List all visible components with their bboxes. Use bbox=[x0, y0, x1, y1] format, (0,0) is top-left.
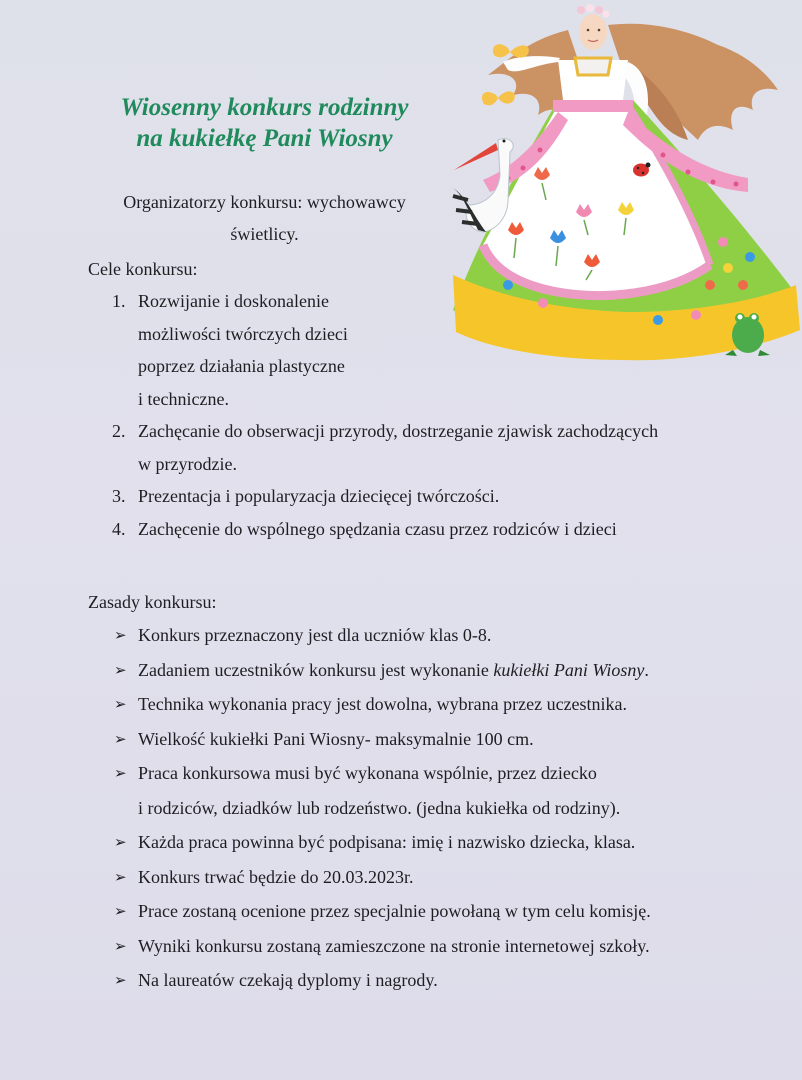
rule-item bbox=[114, 860, 764, 895]
rule-text: Zadaniem uczestników konkursu jest wykonanie bbox=[138, 659, 494, 680]
arrow-bullet-icon: ➢ bbox=[114, 729, 127, 748]
goal-number: 3. bbox=[112, 486, 126, 506]
rule-text: Prace zostaną ocenione przez specjalnie powołaną w tym celu komisję. bbox=[138, 901, 651, 921]
goal-line: w przyrodzie. bbox=[138, 453, 237, 474]
arrow-bullet-icon: ➢ bbox=[114, 867, 127, 886]
rules-list bbox=[114, 618, 764, 998]
organizers-line-1: Organizatorzy konkursu: wychowawcy bbox=[123, 192, 406, 212]
goal-line: i techniczne. bbox=[138, 388, 229, 409]
rule-item bbox=[114, 825, 764, 860]
organizers-line-2: świetlicy. bbox=[230, 224, 299, 244]
arrow-bullet-icon: ➢ bbox=[114, 902, 127, 920]
goal-item bbox=[112, 480, 752, 513]
rule-item bbox=[114, 653, 764, 688]
rule-item bbox=[114, 756, 764, 825]
lady-spring-illustration bbox=[448, 0, 802, 365]
rule-text-line-2: i rodziców, dziadków lub rodzeństwo. (jedna kukiełka od rodziny). bbox=[138, 797, 621, 818]
rule-item bbox=[114, 963, 764, 998]
goal-line: możliwości twórczych dzieci bbox=[138, 323, 348, 344]
goal-line: Rozwijanie i doskonalenie bbox=[138, 291, 329, 311]
rule-item bbox=[114, 722, 764, 757]
goal-item bbox=[112, 513, 752, 546]
goals-heading: Cele konkursu: bbox=[88, 259, 198, 279]
rule-item bbox=[114, 929, 764, 964]
goal-line: Zachęcanie do obserwacji przyrody, dostrzeganie zjawisk zachodzących bbox=[138, 421, 659, 441]
goal-line: Prezentacja i popularyzacja dziecięcej twórczości. bbox=[138, 486, 500, 506]
title-line-1: Wiosenny konkurs rodzinny bbox=[120, 94, 409, 121]
rule-text: Wyniki konkursu zostaną zamieszczone na stronie internetowej szkoły. bbox=[138, 935, 650, 956]
rule-item bbox=[114, 618, 764, 653]
document-title bbox=[92, 92, 437, 154]
goal-number: 4. bbox=[112, 518, 126, 539]
goal-number: 1. bbox=[112, 291, 126, 311]
rules-heading: Zasady konkursu: bbox=[88, 592, 217, 612]
arrow-bullet-icon: ➢ bbox=[114, 971, 127, 989]
goal-line: poprzez działania plastyczne bbox=[138, 356, 345, 376]
rule-text: Konkurs trwać będzie do 20.03.2023r. bbox=[138, 866, 414, 887]
goal-line: Zachęcenie do wspólnego spędzania czasu przez rodziców i dzieci bbox=[138, 518, 617, 539]
organizers-text bbox=[92, 186, 437, 250]
rule-text: Technika wykonania pracy jest dowolna, wybrana przez uczestnika. bbox=[138, 694, 628, 714]
rule-text-end: . bbox=[644, 659, 649, 680]
arrow-bullet-icon: ➢ bbox=[114, 833, 127, 851]
sash-ribbon-shape bbox=[553, 100, 633, 112]
arrow-bullet-icon: ➢ bbox=[114, 660, 127, 679]
face-shape bbox=[579, 14, 607, 50]
arrow-bullet-icon: ➢ bbox=[114, 626, 127, 644]
rule-item bbox=[114, 894, 764, 929]
rule-item bbox=[114, 687, 764, 722]
goal-item bbox=[112, 415, 752, 480]
rule-text: Na laureatów czekają dyplomy i nagrody. bbox=[138, 970, 438, 990]
arrow-bullet-icon: ➢ bbox=[114, 936, 127, 955]
rule-italic-text: kukiełki Pani Wiosny bbox=[493, 659, 645, 680]
rule-text: Wielkość kukiełki Pani Wiosny- maksymalnie 100 cm. bbox=[138, 728, 534, 749]
rule-text: Praca konkursowa musi być wykonana wspólnie, przez dziecko bbox=[138, 763, 597, 783]
rule-text: Każda praca powinna być podpisana: imię i nazwisko dziecka, klasa. bbox=[138, 832, 636, 852]
arrow-bullet-icon: ➢ bbox=[114, 695, 127, 713]
rule-text: Konkurs przeznaczony jest dla uczniów klas 0-8. bbox=[138, 625, 492, 645]
goal-number: 2. bbox=[112, 421, 126, 441]
arrow-bullet-icon: ➢ bbox=[114, 764, 127, 782]
title-line-2: na kukiełkę Pani Wiosny bbox=[136, 125, 393, 152]
